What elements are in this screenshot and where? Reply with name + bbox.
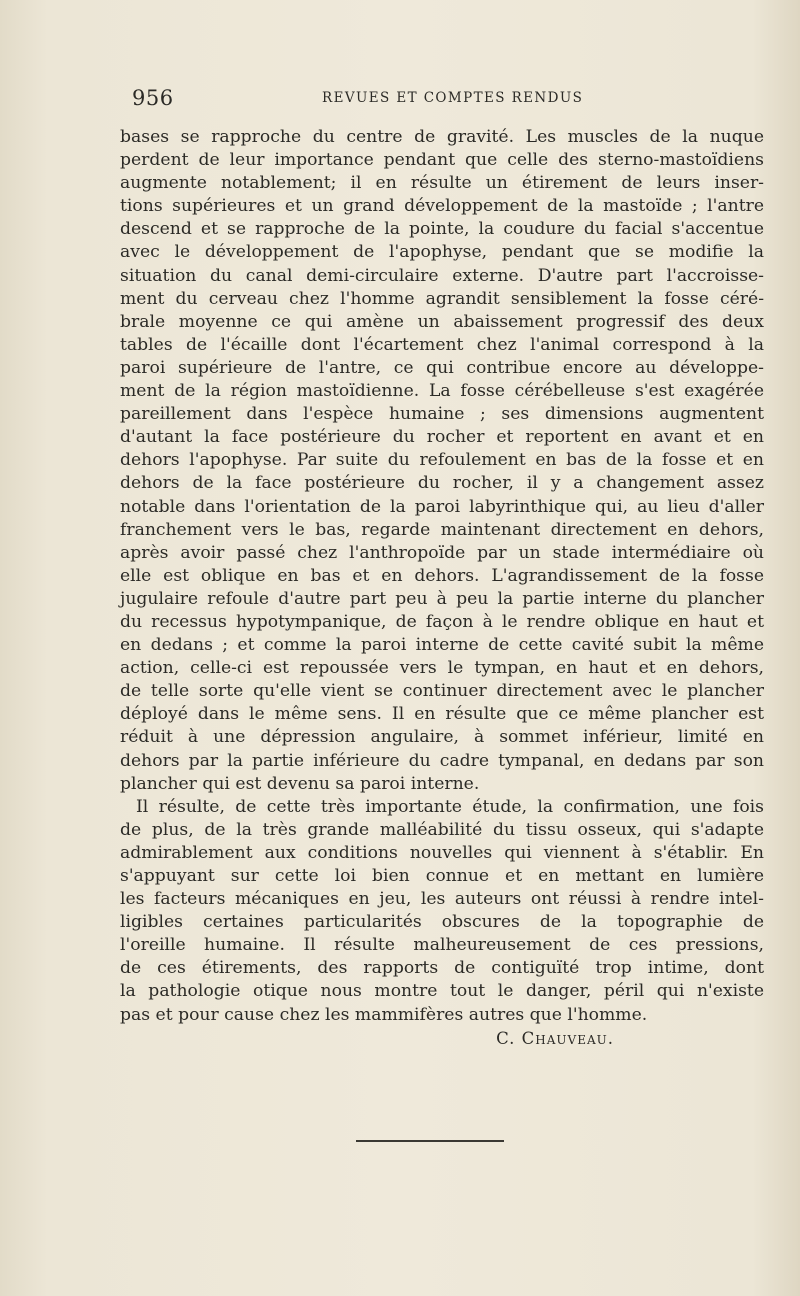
text-line: plancher qui est devenu sa paroi interne. xyxy=(120,773,480,794)
text-line: réduit à une dépression angulaire, à sommet inférieur, limité en xyxy=(120,727,764,748)
text-line: franchement vers le bas, regarde maintenant directement en dehors, xyxy=(120,519,764,540)
text-line: avec le développement de l'apophyse, pendant que se modifie la xyxy=(120,242,764,263)
article-body xyxy=(120,126,764,1051)
text-line: après avoir passé chez l'anthropoïde par un stade intermédiaire où xyxy=(120,542,764,563)
text-line: brale moyenne ce qui amène un abaissement progressif des deux xyxy=(120,311,764,332)
text-line: d'autant la face postérieure du rocher et reportent en avant et en xyxy=(120,427,764,448)
text-line: Il résulte, de cette très importante étude, la confirmation, une fois xyxy=(136,796,764,817)
text-line: dehors l'apophyse. Par suite du refoulement en bas de la fosse et en xyxy=(120,450,764,471)
text-line: s'appuyant sur cette loi bien connue et en mettant en lumière xyxy=(120,866,764,886)
text-line: déployé dans le même sens. Il en résulte que ce même plancher est xyxy=(120,704,764,725)
text-line: notable dans l'orientation de la paroi labyrinthique qui, au lieu d'aller xyxy=(120,496,764,517)
author-signature: C. Chauveau. xyxy=(496,1028,614,1048)
running-head: REVUES ET COMPTES RENDUS xyxy=(322,90,584,106)
text-line: jugulaire refoule d'autre part peu à peu la partie interne du plancher xyxy=(120,588,764,609)
text-line: paroi supérieure de l'antre, ce qui contribue encore au développe- xyxy=(120,357,764,378)
text-line: tables de l'écaille dont l'écartement chez l'animal correspond à la xyxy=(120,334,764,355)
text-line: de plus, de la très grande malléabilité du tissu osseux, qui s'adapte xyxy=(120,819,764,840)
text-line: descend et se rapproche de la pointe, la coudure du facial s'accentue xyxy=(120,219,764,240)
text-line: dehors par la partie inférieure du cadre tympanal, en dedans par son xyxy=(120,750,764,771)
text-line: perdent de leur importance pendant que celle des sterno-mastoïdiens xyxy=(120,150,764,171)
text-line: de ces étirements, des rapports de contiguïté trop intime, dont xyxy=(120,958,764,979)
text-line: situation du canal demi-circulaire externe. D'autre part l'accroisse- xyxy=(120,265,764,286)
text-line: bases se rapproche du centre de gravité. Les muscles de la nuque xyxy=(120,127,764,147)
text-line: les facteurs mécaniques en jeu, les auteurs ont réussi à rendre intel- xyxy=(120,889,764,910)
text-line: en dedans ; et comme la paroi interne de cette cavité subit la même xyxy=(120,635,764,656)
text-line: action, celle-ci est repoussée vers le tympan, en haut et en dehors, xyxy=(120,658,764,679)
text-line: de telle sorte qu'elle vient se continuer directement avec le plancher xyxy=(120,681,764,702)
text-line: admirablement aux conditions nouvelles qui viennent à s'établir. En xyxy=(120,842,764,863)
section-divider xyxy=(356,1140,504,1142)
text-line: la pathologie otique nous montre tout le danger, péril qui n'existe xyxy=(120,981,764,1002)
text-line: du recessus hypotympanique, de façon à le rendre oblique en haut et xyxy=(120,611,764,632)
text-line: pareillement dans l'espèce humaine ; ses dimensions augmentent xyxy=(120,404,764,425)
page-number: 956 xyxy=(132,86,174,110)
text-line: augmente notablement; il en résulte un étirement de leurs inser- xyxy=(120,173,764,194)
text-line: pas et pour cause chez les mammifères autres que l'homme. xyxy=(120,1004,648,1025)
text-line: dehors de la face postérieure du rocher, il y a changement assez xyxy=(120,473,764,494)
text-line: ment de la région mastoïdienne. La fosse cérébelleuse s'est exagérée xyxy=(120,381,764,402)
text-line: ligibles certaines particularités obscures de la topographie de xyxy=(120,912,764,933)
text-line: l'oreille humaine. Il résulte malheureusement de ces pressions, xyxy=(120,935,764,956)
text-line: tions supérieures et un grand développement de la mastoïde ; l'antre xyxy=(120,196,764,217)
text-line: elle est oblique en bas et en dehors. L'agrandissement de la fosse xyxy=(120,565,764,586)
text-line: ment du cerveau chez l'homme agrandit sensiblement la fosse céré- xyxy=(120,288,764,309)
page-header xyxy=(132,86,764,114)
